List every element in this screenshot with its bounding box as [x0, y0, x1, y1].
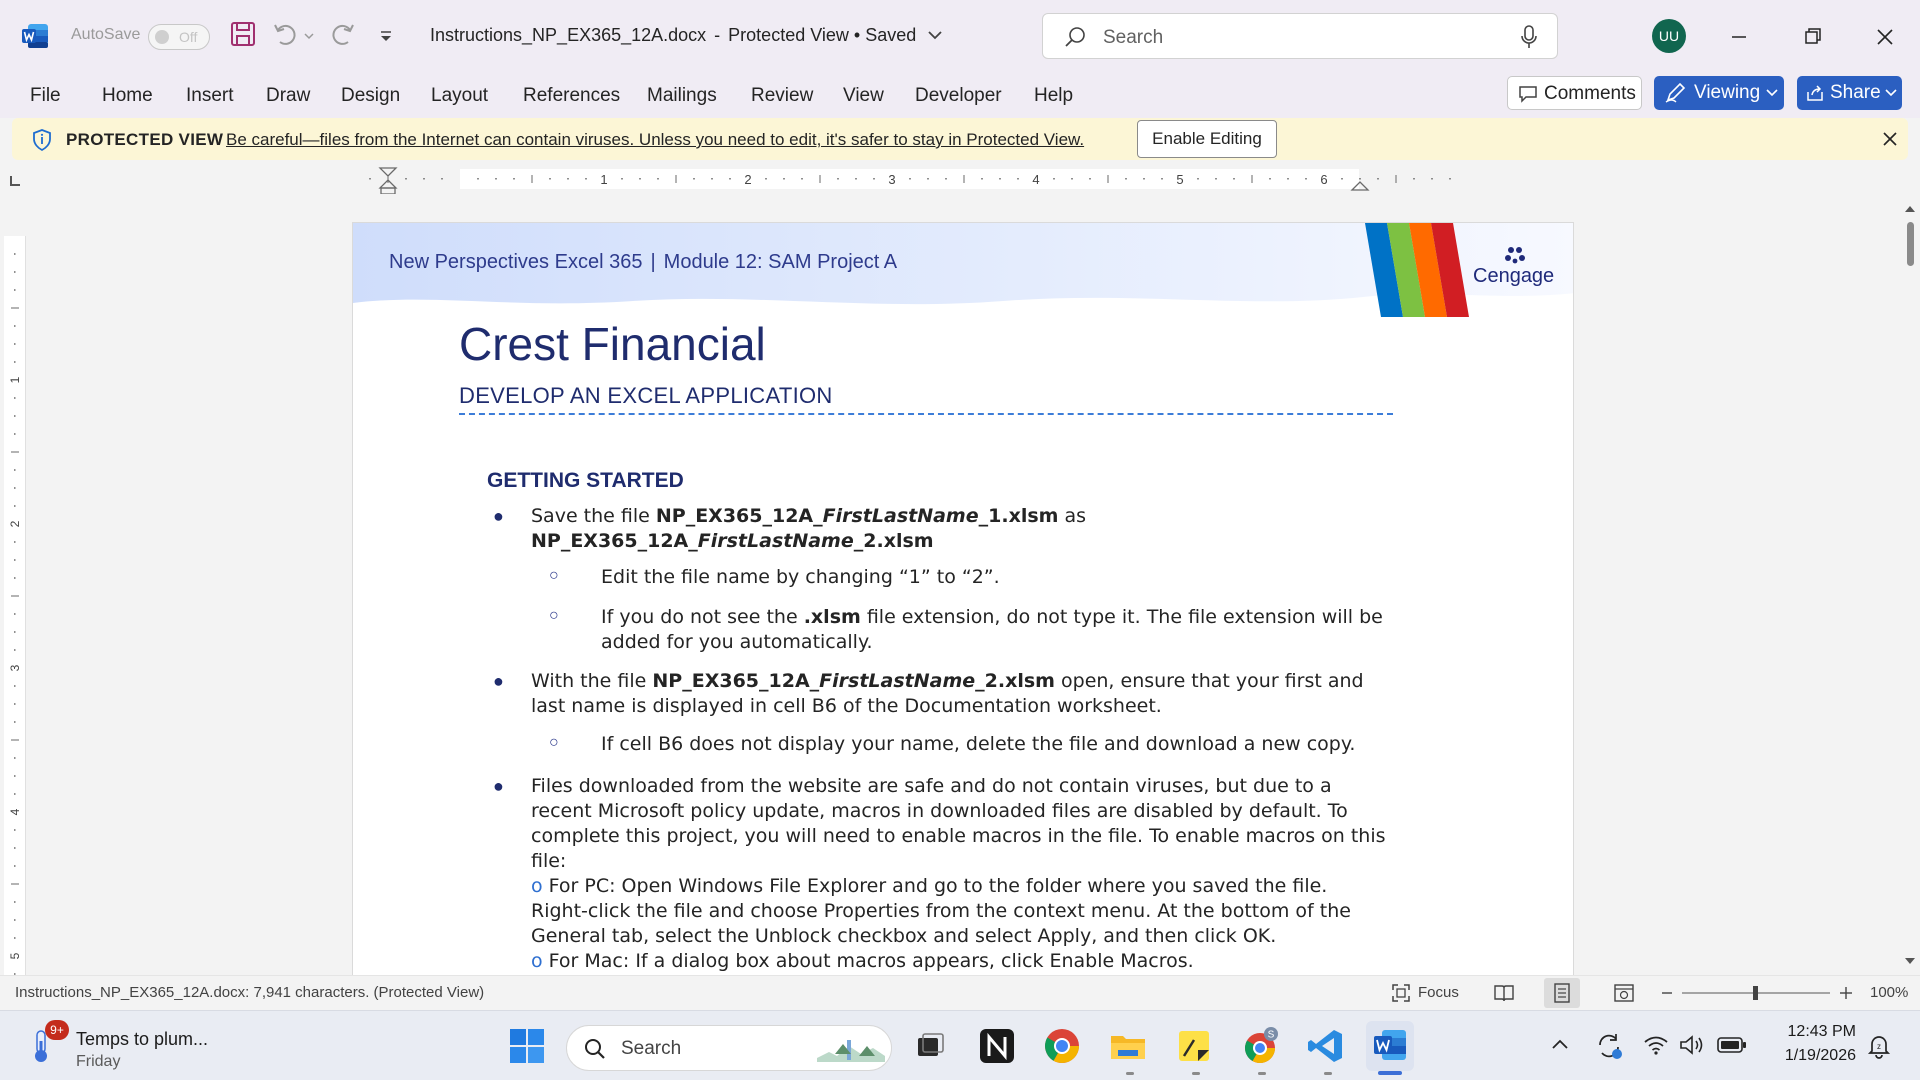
text-run: file:	[531, 850, 567, 872]
vertical-scrollbar[interactable]	[1900, 196, 1920, 975]
ruler-tick	[1269, 178, 1271, 180]
document-title[interactable]	[430, 25, 943, 46]
running-indicator	[1258, 1072, 1266, 1075]
taskbar	[0, 1010, 1920, 1080]
scroll-up-icon[interactable]	[1905, 206, 1915, 212]
weather-title: Temps to plum...	[76, 1029, 209, 1049]
avatar[interactable]: UU	[1652, 19, 1686, 53]
ruler-tick	[585, 178, 587, 180]
text-run: complete this project, you will need to enable macros in the file. To enable macros on this	[531, 825, 1386, 847]
ruler-tick	[14, 649, 16, 651]
header-divider: |	[650, 251, 656, 273]
sub-bullet-marker: ○	[549, 734, 559, 751]
tab-file[interactable]: File	[30, 85, 61, 106]
word-taskbar-button[interactable]	[1366, 1021, 1414, 1071]
ruler-tick	[14, 703, 16, 705]
scrollbar-thumb[interactable]	[1907, 222, 1914, 266]
filename-italic: FirstLastName	[822, 505, 979, 527]
ruler-tick	[14, 613, 16, 615]
protected-view-bar	[12, 118, 1908, 160]
tab-review[interactable]: Review	[751, 85, 814, 106]
cengage-logo-icon	[1503, 245, 1527, 265]
ruler-number: 2	[744, 172, 752, 187]
ruler-tick	[14, 289, 16, 291]
ruler-tick	[11, 740, 19, 741]
document-subtitle: DEVELOP AN EXCEL APPLICATION	[459, 383, 833, 408]
comments-label: Comments	[1544, 83, 1636, 104]
search-icon	[583, 1037, 607, 1061]
ruler-tick	[1143, 178, 1145, 180]
shield-icon	[30, 128, 54, 152]
text-run: For PC: Open Windows File Explorer and go to the folder where you saved the file.	[542, 875, 1328, 897]
search-placeholder: Search	[1103, 27, 1164, 48]
ruler-number: 6	[1320, 172, 1328, 187]
tab-mailings[interactable]: Mailings	[647, 85, 717, 106]
ruler-tick	[14, 901, 16, 903]
list-item: Edit the file name by changing “1” to “2”.	[601, 566, 1000, 588]
print-layout-button[interactable]	[1544, 978, 1580, 1008]
ruler-tick	[1215, 178, 1217, 180]
word-icon	[1373, 1028, 1407, 1062]
vscode-icon[interactable]	[1306, 1026, 1346, 1066]
ruler-tick	[873, 178, 875, 180]
ruler-tick	[676, 175, 677, 183]
ruler-tick	[532, 175, 533, 183]
sub-bullet-marker: ○	[549, 607, 559, 624]
tab-developer[interactable]: Developer	[915, 85, 1002, 106]
title-bar	[0, 0, 1920, 72]
tab-help[interactable]: Help	[1034, 85, 1074, 106]
notification-badge: 9+	[45, 1020, 69, 1040]
sub-bullet-marker: o	[531, 875, 543, 897]
ruler-tick	[820, 175, 821, 183]
running-indicator	[1324, 1072, 1332, 1075]
close-window-icon[interactable]	[1868, 20, 1902, 54]
list-item	[531, 774, 1521, 974]
ruler-number: 1	[600, 172, 608, 187]
zoom-slider[interactable]	[1660, 984, 1860, 1002]
zoom-thumb[interactable]	[1753, 986, 1758, 1000]
customize-qat-icon[interactable]	[378, 20, 394, 50]
chevron-down-icon	[1885, 89, 1897, 97]
ruler-number: 5	[1176, 172, 1184, 187]
bullet-marker: ●	[493, 671, 504, 691]
text-run: recent Microsoft policy update, macros in downloaded files are disabled by default. To	[531, 800, 1348, 822]
comments-button[interactable]	[1507, 76, 1642, 110]
ruler-tick	[1161, 178, 1163, 180]
ruler-tick	[909, 178, 911, 180]
filename-bold: NP_EX365_12A_	[652, 670, 820, 692]
ruler-tick	[1197, 178, 1199, 180]
restore-icon[interactable]	[1796, 20, 1830, 54]
doc-name: Instructions_NP_EX365_12A.docx	[430, 25, 707, 45]
protected-view-title: PROTECTED VIEW	[66, 130, 224, 149]
ruler-number: 4	[1032, 172, 1040, 187]
horizontal-ruler[interactable]	[340, 166, 1580, 194]
share-label: Share	[1830, 82, 1881, 103]
volume-icon[interactable]	[1678, 1033, 1706, 1057]
ruler-tick	[14, 541, 16, 543]
ruler-tick	[1125, 178, 1127, 180]
ruler-number: 1	[8, 376, 22, 384]
clock-time[interactable]: 12:43 PM	[1787, 1023, 1856, 1040]
tab-design[interactable]: Design	[341, 85, 401, 106]
viewing-label: Viewing	[1694, 82, 1761, 103]
ruler-tick	[999, 178, 1001, 180]
ruler-tick	[477, 178, 479, 180]
ruler-tick	[1017, 178, 1019, 180]
filename-italic: FirstLastName	[697, 530, 854, 552]
scrollbar-track	[1900, 196, 1920, 975]
ruler-number: 3	[8, 664, 22, 672]
ruler-tick	[14, 487, 16, 489]
doc-view-state: Protected View • Saved	[728, 25, 917, 45]
zoom-level[interactable]: 100%	[1870, 984, 1909, 1001]
first-line-indent-marker[interactable]	[380, 168, 396, 176]
text-run: Save the file	[531, 505, 656, 527]
ruler-tick	[14, 415, 16, 417]
ruler-tick	[14, 793, 16, 795]
ruler-tick	[621, 178, 623, 180]
autosave-state: Off	[179, 29, 198, 45]
ruler-tick	[1341, 178, 1343, 180]
text-run: as	[1058, 505, 1087, 527]
ruler-tick	[765, 178, 767, 180]
ruler-tick	[1396, 175, 1397, 183]
ruler-tick	[14, 433, 16, 435]
cengage-wordmark: Cengage	[1473, 265, 1555, 287]
ruler-tick	[1431, 178, 1433, 180]
list-item	[531, 669, 1491, 719]
ruler-tick	[1053, 178, 1055, 180]
ruler-tick	[783, 178, 785, 180]
bullet-marker: ●	[493, 776, 504, 796]
running-indicator	[1192, 1072, 1200, 1075]
share-button[interactable]	[1797, 76, 1902, 110]
ruler-tick	[14, 721, 16, 723]
chrome-profile-icon[interactable]	[1240, 1026, 1280, 1066]
ruler-tick	[855, 178, 857, 180]
zoom-in-icon[interactable]	[1840, 987, 1852, 999]
notion-icon[interactable]	[977, 1026, 1017, 1066]
ruler-tick	[14, 865, 16, 867]
svg-text:S: S	[1267, 1029, 1275, 1041]
viewing-mode-button[interactable]	[1654, 76, 1784, 110]
focus-icon[interactable]	[1390, 982, 1412, 1004]
battery-icon[interactable]	[1716, 1035, 1748, 1055]
scroll-down-icon[interactable]	[1905, 958, 1915, 964]
ruler-tick	[11, 596, 19, 597]
ruler-tick	[14, 631, 16, 633]
ruler-tick	[14, 775, 16, 777]
filename-bold: _1.xlsm	[978, 505, 1059, 527]
windows-start-icon[interactable]	[509, 1028, 545, 1064]
chrome-icon[interactable]	[1042, 1026, 1082, 1066]
search-icon	[1063, 25, 1087, 49]
text-run: If you do not see the	[601, 606, 804, 628]
word-logo-icon	[22, 24, 48, 48]
redo-icon[interactable]	[328, 20, 356, 50]
search-input[interactable]	[1042, 13, 1558, 59]
ruler-tick	[14, 577, 16, 579]
text-run: open, ensure that your first and	[1054, 670, 1364, 692]
ruler-tick	[513, 178, 515, 180]
document-stats[interactable]: Instructions_NP_EX365_12A.docx: 7,941 characters. (Protected View)	[15, 984, 485, 1001]
ruler-tick	[1449, 178, 1451, 180]
title-separator: -	[714, 25, 721, 45]
ruler-tick	[837, 178, 839, 180]
autosave-label: AutoSave	[71, 26, 141, 43]
sync-icon[interactable]	[1594, 1031, 1624, 1061]
ruler-tick	[549, 178, 551, 180]
ruler-number: 4	[8, 808, 22, 816]
ruler-tick	[1071, 178, 1073, 180]
left-indent-marker[interactable]	[381, 188, 395, 194]
ruler-tick	[14, 505, 16, 507]
ruler-tick	[1252, 175, 1253, 183]
ruler-tick	[14, 271, 16, 273]
ruler-tick	[14, 559, 16, 561]
list-item	[601, 605, 1521, 655]
title-divider	[459, 413, 1393, 415]
header-course: New Perspectives Excel 365	[389, 251, 643, 273]
ruler-tick	[14, 397, 16, 399]
ribbon-tabs	[0, 72, 1920, 118]
filename-bold: _2.xlsm	[853, 530, 934, 552]
toggle-knob	[155, 30, 169, 44]
text-run: added for you automatically.	[601, 631, 873, 653]
color-stripes-graphic	[1365, 223, 1469, 317]
ruler-tick	[14, 469, 16, 471]
ruler-tick	[729, 178, 731, 180]
ruler-tick	[14, 757, 16, 759]
ruler-tick	[639, 178, 641, 180]
autosave-toggle[interactable]	[148, 24, 210, 50]
ruler-tick	[1377, 178, 1379, 180]
microphone-icon[interactable]	[1519, 24, 1539, 50]
ruler-tick	[945, 178, 947, 180]
ruler-tick	[1233, 178, 1235, 180]
ruler-tick	[14, 343, 16, 345]
protected-view-message[interactable]: Be careful—files from the Internet can contain viruses. Unless you need to edit, it's safer to stay in Protected View.	[226, 130, 1085, 149]
ruler-number: 3	[888, 172, 896, 187]
extension-bold: .xlsm	[803, 606, 861, 628]
ruler-tick	[14, 847, 16, 849]
undo-dropdown-icon[interactable]	[303, 20, 315, 50]
text-run: file extension, do not type it. The file extension will be	[860, 606, 1383, 628]
ruler-tick	[693, 178, 695, 180]
document-title-heading: Crest Financial	[459, 318, 766, 370]
web-layout-icon[interactable]	[1613, 983, 1635, 1003]
ruler-tick	[14, 325, 16, 327]
wifi-icon[interactable]	[1643, 1033, 1669, 1057]
text-run: last name is displayed in cell B6 of the Documentation worksheet.	[531, 695, 1162, 717]
tab-home[interactable]: Home	[102, 85, 153, 106]
list-item	[531, 504, 1491, 554]
tab-references[interactable]: References	[523, 85, 621, 106]
svg-text:z: z	[1877, 1042, 1881, 1051]
minimize-icon[interactable]	[1722, 20, 1756, 54]
text-run: For Mac: If a dialog box about macros appears, click Enable Macros.	[542, 950, 1194, 972]
chevron-down-icon	[1766, 89, 1778, 97]
header-module: Module 12: SAM Project A	[663, 251, 898, 273]
text-run: Right-click the file and choose Properties from the context menu. At the bottom of the	[531, 900, 1351, 922]
vertical-ruler-scale	[4, 236, 26, 976]
ruler-tick	[1359, 178, 1361, 180]
filename-bold: NP_EX365_12A_	[531, 530, 698, 552]
running-indicator	[1126, 1072, 1134, 1075]
document-page[interactable]	[352, 222, 1574, 975]
undo-icon[interactable]	[272, 20, 300, 50]
file-explorer-icon[interactable]	[1108, 1026, 1148, 1066]
ruler-tick	[11, 308, 19, 309]
ruler-tick	[657, 178, 659, 180]
tab-insert[interactable]: Insert	[186, 85, 234, 106]
ruler-tick	[14, 685, 16, 687]
ruler-tick	[1413, 178, 1415, 180]
sub-bullet-marker: o	[531, 950, 543, 972]
sticky-notes-icon[interactable]	[1174, 1026, 1214, 1066]
ruler-number: 5	[8, 952, 22, 960]
ruler-tick	[964, 175, 965, 183]
chevron-up-icon[interactable]	[1550, 1035, 1570, 1055]
tab-view[interactable]: View	[843, 85, 884, 106]
ruler-tick	[567, 178, 569, 180]
enable-editing-button[interactable]: Enable Editing	[1137, 120, 1277, 158]
text-run: Files downloaded from the website are safe and do not contain viruses, but due to a	[531, 775, 1332, 797]
tab-layout[interactable]: Layout	[431, 85, 489, 106]
page-header-text	[389, 251, 897, 274]
bullet-marker: ●	[493, 506, 504, 526]
print-layout-icon	[1553, 983, 1571, 1003]
ruler-tick	[369, 178, 371, 180]
weather-subtitle: Friday	[76, 1053, 121, 1070]
section-heading: GETTING STARTED	[487, 469, 684, 492]
ruler-tick	[1108, 175, 1109, 183]
ruler-tick	[441, 178, 443, 180]
sub-bullet-marker: ○	[549, 567, 559, 584]
ruler-tick	[11, 884, 19, 885]
tab-draw[interactable]: Draw	[266, 85, 311, 106]
ruler-tick	[14, 829, 16, 831]
tab-selector-icon[interactable]	[10, 176, 20, 186]
clock-date[interactable]: 1/19/2026	[1784, 1047, 1856, 1064]
close-icon[interactable]	[1882, 131, 1898, 147]
filename-bold: _2.xlsm	[975, 670, 1055, 692]
pen-icon	[1664, 82, 1688, 104]
ruler-tick	[981, 178, 983, 180]
taskbar-search-input[interactable]	[566, 1025, 892, 1071]
ruler-tick	[14, 919, 16, 921]
filename-bold: NP_EX365_12A_	[655, 505, 823, 527]
ruler-tick	[1305, 178, 1307, 180]
text-run: With the file	[531, 670, 653, 692]
ruler-tick	[405, 178, 407, 180]
save-icon[interactable]	[230, 20, 256, 50]
status-bar	[0, 975, 1920, 1009]
chevron-down-icon	[927, 29, 943, 41]
focus-label[interactable]: Focus	[1418, 984, 1459, 1001]
ruler-tick	[1287, 178, 1289, 180]
active-app-indicator	[1378, 1071, 1402, 1075]
share-icon	[1805, 84, 1825, 102]
vertical-ruler[interactable]	[4, 236, 26, 976]
notification-bell-icon[interactable]	[1866, 1033, 1892, 1059]
ruler-tick	[14, 361, 16, 363]
read-mode-icon[interactable]	[1493, 983, 1515, 1003]
ruler-tick	[423, 178, 425, 180]
list-item: If cell B6 does not display your name, delete the file and download a new copy.	[601, 733, 1356, 755]
ruler-tick	[495, 178, 497, 180]
ruler-tick	[801, 178, 803, 180]
ruler-tick	[711, 178, 713, 180]
ruler-tick	[927, 178, 929, 180]
ruler-tick	[11, 452, 19, 453]
document-canvas[interactable]	[28, 196, 1900, 975]
ruler-number: 2	[8, 520, 22, 528]
filename-italic: FirstLastName	[819, 670, 976, 692]
text-run: General tab, select the Unblock checkbox and select Apply, and then click OK.	[531, 925, 1277, 947]
search-highlight-illustration	[815, 1032, 887, 1066]
taskbar-search-placeholder: Search	[621, 1038, 682, 1059]
ruler-tick	[14, 937, 16, 939]
ruler-tick	[14, 253, 16, 255]
ruler-tick	[1089, 178, 1091, 180]
task-view-icon[interactable]	[910, 1026, 950, 1066]
comment-icon	[1518, 85, 1538, 103]
